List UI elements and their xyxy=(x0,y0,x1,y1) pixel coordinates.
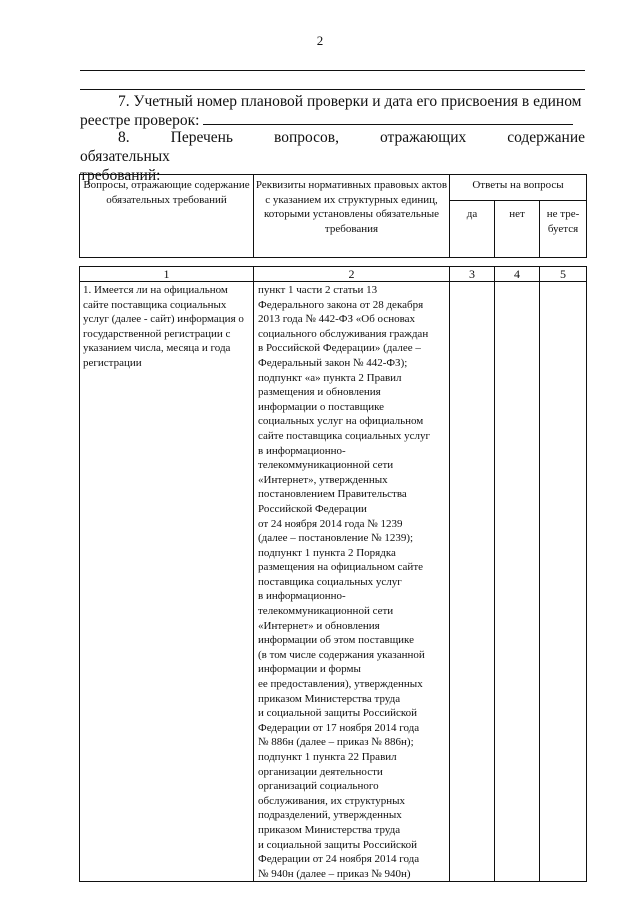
header-answers: Ответы на вопросы xyxy=(450,175,587,201)
column-number-row xyxy=(80,267,587,282)
page-number: 2 xyxy=(316,33,324,48)
divider-line-top xyxy=(80,70,585,71)
paragraph-7 xyxy=(80,92,585,130)
paragraph-8-line-2: требований: xyxy=(80,167,161,184)
paragraph-7-line-1: 7. Учетный номер плановой проверки и дата его присвоения в едином xyxy=(118,93,582,110)
answer-no-cell[interactable] xyxy=(495,282,540,882)
question-cell: 1. Имеется ли на официальном сайте поставщика социальных услуг (далее - сайт) информация о государственной регистрации с указанием числа, месяца и года регистрации xyxy=(80,282,254,882)
requisites-text: пункт 1 части 2 статьи 13 Федерального закона от 28 декабря 2013 года № 442-ФЗ «Об основах социального обслуживания граждан в Российской Федерации» (далее – Федеральный закон № 442-ФЗ); подпункт «а» пункта 2 Правил размещения и обновления информации о поставщике социальных услуг на официальном сайте поставщика социальных услуг в информационно- телекоммуникационной сети «Интернет», утвержденных постановлением Правительства Российской Федерации от 24 ноября 2014 года № 1239 (далее – постановление № 1239); подпункт 1 пункта 2 Порядка размещения на официальном сайте поставщика социальных услуг в информационно- телекоммуникационной сети «Интернет» и обновления информации об этом поставщике (в том числе содержания указанной информации и формы ее предоставления), утвержденных приказом Министерства труда и социальной защиты Российской Федерации от 17 ноября 2014 года № 886н (далее – приказ № 886н); подпункт 1 пункта 22 Правил организации деятельности организаций социального обслуживания, их структурных подразделений, утвержденных приказом Министерства труда и социальной защиты Российской Федерации от 24 ноября 2014 года № 940н (далее – приказ № 940н) xyxy=(258,284,431,880)
column-number-3: 3 xyxy=(450,267,495,282)
requirements-checklist-table xyxy=(79,174,587,882)
paragraph-7-line-2: реестре проверок: xyxy=(80,111,585,130)
header-yes: да xyxy=(450,201,495,258)
table-header-row xyxy=(80,175,587,201)
paragraph-8-line-1: 8. Перечень вопросов, отражающих содержание обязательных xyxy=(80,129,585,165)
column-number-4: 4 xyxy=(495,267,540,282)
header-requisites: Реквизиты нормативных правовых актов с указанием их структурных единиц, которыми установлены обязательные требования xyxy=(254,175,450,258)
column-number-2: 2 xyxy=(254,267,450,282)
table-row xyxy=(80,282,587,882)
header-questions: Вопросы, отражающие содержание обязательных требований xyxy=(80,175,254,258)
column-number-1: 1 xyxy=(80,267,254,282)
column-number-5: 5 xyxy=(540,267,587,282)
answer-not-required-cell[interactable] xyxy=(540,282,587,882)
header-not-required: не тре-буется xyxy=(540,201,587,258)
requisites-cell xyxy=(254,282,450,882)
inspection-number-blank-field[interactable] xyxy=(203,112,573,125)
answer-yes-cell[interactable] xyxy=(450,282,495,882)
header-no: нет xyxy=(495,201,540,258)
divider-line-bottom xyxy=(80,89,585,90)
table-spacer-row xyxy=(80,258,587,267)
